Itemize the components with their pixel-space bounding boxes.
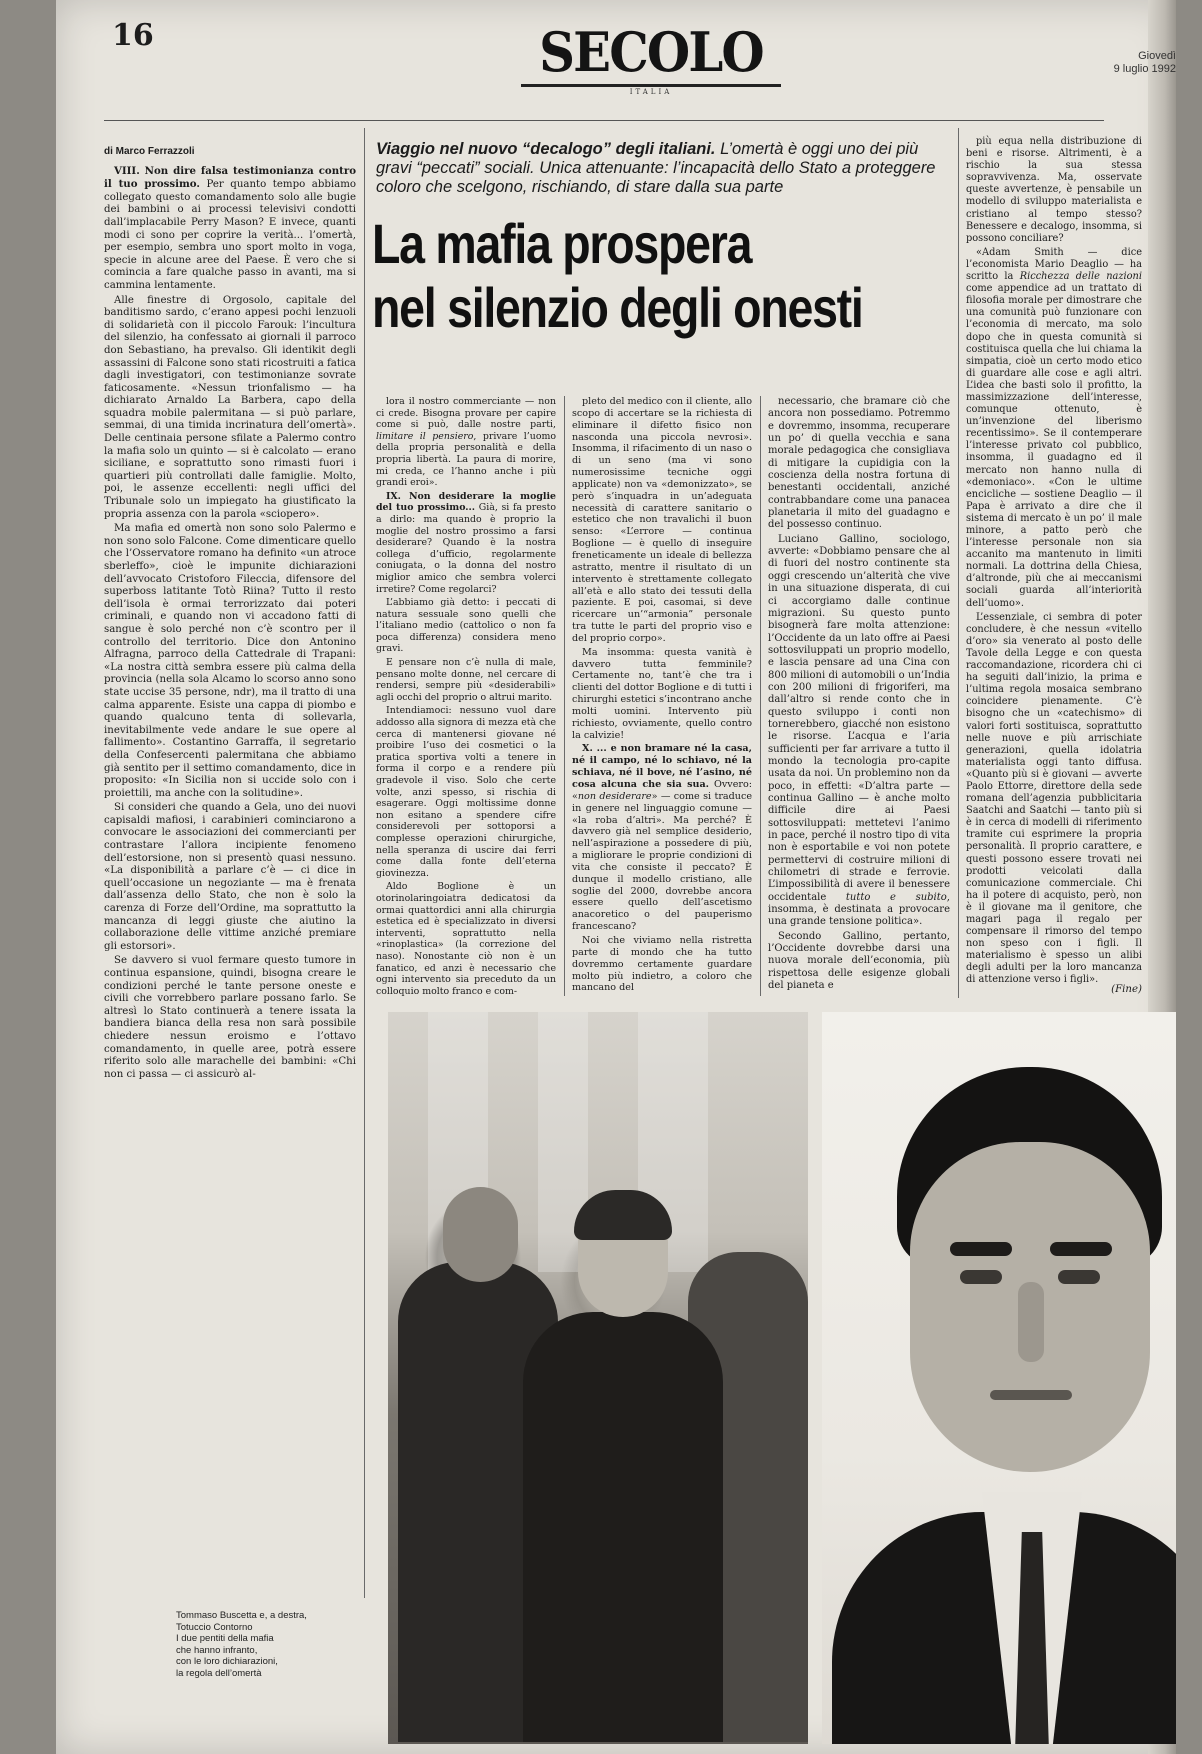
date-day: Giovedì xyxy=(1138,50,1176,62)
article-paragraph xyxy=(376,705,556,879)
caption-line: con le loro dichiarazioni, xyxy=(176,1656,278,1667)
photo-caption xyxy=(176,1610,346,1679)
paragraph-text: Per quanto tempo abbiamo collegato questo comandamento solo alle bugie dei bambini o ai processi televisivi condotti dall’implacabile Perry Mason? E invece, quanti modi ci sono per coprire la verità... l’omertà, per esempio, sembra uno sport molto in voga, specie in alcune aree del Paese. È vero che si comincia a fare qualche passo in avanti, ma si cammina lentamente. xyxy=(104,179,357,291)
article-column-4 xyxy=(768,396,950,996)
article-paragraph xyxy=(104,523,356,800)
article-column-1 xyxy=(104,146,356,1596)
paragraph-text: Già, si fa presto a dirlo: ma quando è proprio la moglie del nostro prossimo a farsi desiderare? Quando è la nostra collega d’ufficio, regolarmente coniugata, o la donna del nostro miglior amico che sembra volerci irretire? Come regolarci? xyxy=(376,502,556,595)
article-paragraph xyxy=(768,931,950,993)
article-paragraph xyxy=(376,881,556,997)
article-end xyxy=(966,980,1142,1000)
portrait-eye xyxy=(1058,1270,1100,1284)
paragraph-text: Se davvero si vuol fermare questo tumore in continua espansione, quindi, bisogna creare le condizioni perché le tante persone oneste e civili che vorrebbero parlare possano farlo. Se altresì lo Stato continuerà a tenere issata la bandiera bianca della resa non sarà possibile chiedere nessun eroismo e l’ottavo comandamento, in quelle aree, potrà essere riferito solo alle marachelle dei bambini: «Chi non ci passa — ci assicurò al- xyxy=(104,955,356,1080)
article-paragraph xyxy=(966,136,1142,245)
paragraph-text: come appendice ad un trattato di filosofia morale per dimostrare che una comunità può funzionare con l’economia di mercato, ma solo dopo che in questa comunità si costituisca quella che lui chiama la simpatia, cioè un certo modo etico di guardare alle cose e agli altri. L’idea che basti solo il profitto, la massimizzazione dell’interesse, comunque ottenuto, è un’invenzione del liberismo recentissimo». Se il contemperare l’interesse privato col pubblico, insomma, il guadagno ed il mercato non hanno nulla di «demoniaco». «Con le ultime encicliche — sostiene Deaglio — il Papa è arrivato a dire che il sistema di mercato è un po’ il male minore, a patto però che l’interesse personale non sia accanito ma mantenuto in limiti normali. La dottrina della Chiesa, d’altronde, più che ai meccanismi sociali guarda all’interiorità dell’uomo». xyxy=(966,283,1142,609)
paragraph-text: Si consideri che quando a Gela, uno dei nuovi capisaldi mafiosi, i carabinieri cominciarono a convocare le associazioni dei commercianti per contrastare l’allora incipiente fenomeno dell’estorsione, non si presentò quasi nessuno. «La disponibilità a parlare c’è — ci dice in quell’occasione un negoziante — ma è frenata dall’assenza dello Stato, che non è solo la carenza di Forze dell’Ordine, ma soprattutto la mancanza di leggi giuste che aiutino la collaborazione delle vittime anziché premiare gli estorsori». xyxy=(104,802,356,952)
article-paragraph xyxy=(572,647,752,742)
paragraph-text: Noi che viviamo nella ristretta parte di mondo che ha tutto dovremmo certamente guardare molto più indietro, a coloro che mancano del xyxy=(572,934,752,994)
article-paragraph xyxy=(104,802,356,953)
photo-figure-head xyxy=(443,1187,518,1282)
paragraph-text: , privare l’uomo della propria personalità e della propria libertà. La paura di morire, mi creda, ce l’hanno anche i più grandi eroi». xyxy=(376,430,556,489)
caption-line: Totuccio Contorno xyxy=(176,1621,253,1633)
photo-buscetta xyxy=(388,1012,808,1744)
paragraph-text: » — come si traduce in genere nel linguaggio comune — «la roba d’altri». Ma perché? È davvero già nel semplice desiderio, nell’aspirazione a possedere di più, a migliorare le proprie condizioni di vita che consiste il peccato? È dunque il modello cristiano, alle soglie del 2000, dovrebbe ancora essere quello dell’ascetismo anacoretico o del pauperismo francescano? xyxy=(572,790,753,933)
italic-text: non desiderare xyxy=(577,790,652,802)
closing-mark: (Fine) xyxy=(1111,984,1142,995)
byline: di Marco Ferrazzoli xyxy=(104,146,195,157)
paragraph-text: lora il nostro commerciante — non ci crede. Bisogna provare per capire come si può, dalle nostre parti, xyxy=(376,396,556,431)
article-paragraph xyxy=(572,743,752,933)
column-divider xyxy=(958,128,959,998)
article-paragraph xyxy=(376,491,556,595)
article-paragraph xyxy=(572,396,752,645)
masthead-subtitle: ITALIA xyxy=(629,88,673,96)
paragraph-text: Intendiamoci: nessuno vuol dare addosso alla signora di mezza età che cerca di mantenersi giovane né proibire l’uso dei cosmetici o la pratica sportiva volti a tenere in forma il corpo e a rendere più gradevole il viso. Solo che certe volte, anzi spesso, si rischia di esagerare. Oggi moltissime donne non esitano a spendere cifre considerevoli per sottoporsi a complesse operazioni chirurgiche, nella speranza di uscire dai ferri come dalla fonte dell’eterna giovinezza. xyxy=(376,705,556,879)
newspaper-page xyxy=(56,0,1176,1754)
caption-line: I due pentiti della mafia xyxy=(176,1633,274,1644)
commandment-heading: IX. Non desiderare la moglie del tuo prossimo... xyxy=(376,490,556,514)
article-paragraph xyxy=(104,165,356,293)
article-paragraph xyxy=(104,955,356,1081)
portrait-brow xyxy=(950,1242,1012,1256)
portrait-nose xyxy=(1018,1282,1044,1362)
italic-text: limitare il pensiero xyxy=(376,430,474,442)
top-rule xyxy=(104,120,1104,121)
article-paragraph xyxy=(572,935,752,994)
caption-line: la regola dell’omertà xyxy=(176,1667,262,1679)
article-paragraph xyxy=(966,247,1142,610)
paragraph-text: Alle finestre di Orgosolo, capitale del banditismo sardo, c’erano appesi pochi lenzuoli di solidarietà con il piccolo Farouk: l’incultura del silenzio, ha confessato ai giornali il parroco don Sebastiano, ha prevalso. Gli identikit degli assassini di Falcone sono stati ricostruiti a fatica dagli investigatori, con testimonianze sovrate faticosamente. «Nessun trionfalismo — ha dichiarato Arnaldo La Barbera, capo della squadra mobile palermitana — si può parlare, semmai, di una timida incrinatura dell’omertà». Delle centinaia persone sfilate a Palermo contro la mafia solo un quinto — si è calcolato — erano siciliane, e soprattutto sono rimasti fuori i quartieri più controllati dalle famiglie. Molto, poi, le assenze eccellenti: negli uffici del Tribunale solo un impiegato ha giustificato la propria assenza con la parola «sciopero». xyxy=(104,294,356,520)
paragraph-text: , insomma, è destinata a provocare una grande tensione politica». xyxy=(768,891,950,928)
masthead xyxy=(521,22,781,96)
article-column-2 xyxy=(376,396,556,996)
photo-figure xyxy=(523,1312,723,1742)
article-paragraph xyxy=(768,396,950,532)
article-paragraph xyxy=(768,534,950,929)
portrait-eye xyxy=(960,1270,1002,1284)
headline-line-1: La mafia prospera xyxy=(372,212,752,275)
column-divider xyxy=(760,396,761,996)
column-divider xyxy=(364,128,365,1598)
headline-line-2: nel silenzio degli onesti xyxy=(372,276,863,339)
article-paragraph xyxy=(966,612,1142,987)
article-paragraph xyxy=(104,295,356,522)
kicker xyxy=(376,140,936,197)
photo-contorno xyxy=(822,1012,1176,1744)
column-divider xyxy=(564,396,565,996)
paragraph-text: Aldo Boglione è un otorinolaringoiatra dedicatosi da ormai quattordici anni alla chirurgia estetica ed è specializzato in diversi interventi, soprattutto nella «rinoplastica» (la correzione del naso). Nonostante ciò non è un fanatico, ed anzi è necessario che ogni intervento sia preceduto da un colloquio molto franco e com- xyxy=(376,881,556,997)
dateline xyxy=(1086,50,1176,76)
italic-text: Ricchezza delle nazioni xyxy=(1019,271,1142,283)
portrait-mouth xyxy=(990,1390,1072,1400)
paragraph-text: Ma mafia ed omertà non sono solo Palermo e non sono solo Falcone. Come dimenticare quello che l’Osservatore romano ha definito «un atroce sberleffo», cioè le impunite dichiarazioni dell’avvocato Cristoforo Fileccia, difensore del superboss latitante Totò Riina? Tutto il resto dell’isola è ormai terrorizzato dai poteri criminali, e quando non vi accadono fatti di sangue è solo perché non c’è scontro per il controllo del territorio. Dice don Antonino Alfragna, parroco della Cattedrale di Trapani: «La nostra città sembra essere più calma della provincia (nella sola Alcamo lo scorso anno sono state uccise 35 persone, ndr), ma il tratto di una calma apparente. Esiste una cappa di piombo e quando qualcuno tenta di sollevarla, inevitabilmente vede andare le sue opere al fallimento». Costantino Garraffa, il segretario della Confesercenti palermitana che abbiamo già sentito per il settimo comandamento, dice in proposito: «In Sicilia non si uccide solo con i proiettili, ma anche con la solitudine». xyxy=(104,523,356,799)
paragraph-text: L’abbiamo già detto: i peccati di natura sessuale sono quelli che l’italiano medio (cattolico o non fa poca differenza) considera meno gravi. xyxy=(376,597,556,655)
portrait-brow xyxy=(1050,1242,1112,1256)
paragraph-text: Secondo Gallino, pertanto, l’Occidente dovrebbe darsi una nuova morale dell’economia, più rispettosa delle esigenze globali del pianeta e xyxy=(768,930,950,992)
paragraph-text: E pensare non c’è nulla di male, pensano molte donne, nel cercare di rendersi, sempre più «desiderabili» agli occhi del proprio o altrui marito. xyxy=(376,657,556,703)
kicker-bold: Viaggio nel nuovo “decalogo” degli italiani. xyxy=(376,140,716,158)
article-column-3 xyxy=(572,396,752,996)
italic-text: tutto e subito xyxy=(845,891,947,903)
paragraph-text: «Adam Smith — dice l’economista Mario Deaglio — ha scritto la xyxy=(966,246,1142,283)
date: 9 luglio 1992 xyxy=(1113,63,1176,75)
paragraph-text: pleto del medico con il cliente, allo scopo di accertare se la richiesta di eliminare il difetto fisico non nasconda una piccola nevrosi». Insomma, il rifacimento di un naso o di un seno (ma vi sono numerosissime tecniche oggi applicate) non va «demonizzato», se però s’inquadra in un’adeguata necessità di carattere sanitario o estetico che non travalichi il buon senso: «L’errore — continua Boglione — è quello di inseguire freneticamente un ideale di bellezza astratto, mentre il risultato di un intervento è strettamente collegato all’età e allo stato dei tessuti della paziente. E poi, casomai, si deve ricercare un’“armonia” personale tra tutte le parti del proprio viso e del proprio corpo». xyxy=(572,396,752,644)
paragraph-text: più equa nella distribuzione di beni e risorse. Altrimenti, è a rischio la sua stessa sopravvivenza. Ma, osservate queste avvertenze, è pensabile un modello di sviluppo materialista e cristiano al tempo stesso? Benessere e decalogo, insomma, si possono conciliare? xyxy=(966,136,1142,244)
commandment-heading: VIII. Non dire falsa testimonianza contro il tuo prossimo. xyxy=(104,164,356,191)
commandment-heading: X. ... e non bramare né la casa, né il campo, né lo schiavo, né la schiava, né il bove, né l’asino, né cosa alcuna che sia sua. xyxy=(572,743,752,790)
masthead-rule xyxy=(521,84,781,87)
article-column-5 xyxy=(966,136,1142,986)
paragraph-text: Ovvero: « xyxy=(572,779,752,802)
paragraph-text: Luciano Gallino, sociologo, avverte: «Dobbiamo pensare che al di fuori del nostro continente sta oggi crescendo un’alterità che vive in una situazione disperata, di cui ci accorgiamo dalle continue migrazioni. Su questo punto bisognerà fare molta attenzione: l’Occidente da un lato offre ai Paesi sottosviluppati un proprio modello, e lascia pensare ad una Cina con 800 milioni di automobili o un’India con 200 milioni di frigoriferi, ma dall’altro si rende conto che in questo sviluppo i conti non tornerebbero, giacché non esistono le risorse. L’acqua e l’aria sufficienti per far arrivare a tutto il mondo la tecnologia pro-capite usata da noi. Un problemino non da poco, in effetti: «D’altra parte — continua Gallino — è anche molto difficile dire ai Paesi sottosviluppati: mettetevi l’animo in pace, perché il nostro tipo di vita non è esportabile e voi non potete permettervi di costruire milioni di chilometri di strade e ferrovie. L’impossibilità di avere il benessere occidentale xyxy=(768,533,950,903)
paragraph-text: L’essenziale, ci sembra di poter concludere, è che nessun «vitello d’oro» sia venerato al posto delle Tavole della Legge e con questa raccomandazione, ricordera chi ci ha seguiti dall’inizio, la prima e l’ultima regola mosaica sembrano coincidere pienamente. C’è bisogno che un «catechismo» di valori forti sostituisca, soprattutto nelle nuove e più arrischiate generazioni, quella idolatria materialista oggi tanto diffusa. «Quanto più si è giovani — avverte Paolo Ettorre, direttore della sede romana dell’agenzia pubblicitaria Saatchi and Saatchi — tanto più si è in cerca di modelli di riferimento tramite cui esprimere la propria personalità. Il proprio carattere, e questi possono essere trovati nei prodotti veicolati dalla comunicazione commerciale. Chi ha il potere di acquisto, però, non è il giovane ma il genitore, che magari paga il regalo per compensare il rimorso del tempo non speso con i figli. Il materialismo è spesso un alibi degli adulti per la loro mancanza di attenzione verso i figli». xyxy=(966,611,1142,986)
article-paragraph xyxy=(376,657,556,703)
paragraph-text: necessario, che bramare ciò che ancora non possediamo. Potremmo e dovremmo, insomma, recuperare un po’ di quella vecchia e sana morale pedagogica che consigliava di mitigare la cupidigia con la coscienza della nostra fortuna di benestanti occidentali, anziché contrabbandare come una panacea planetaria il mito del guadagno e del possesso continuo. xyxy=(768,396,950,531)
kicker-text: L’omertà è oggi uno dei più gravi “peccati” sociali. Unica attenuante: l’incapacità dello Stato a proteggere coloro che scelgono, rischiando, di stare dalla sua parte xyxy=(376,140,936,196)
headline xyxy=(372,212,1032,340)
caption-line: che hanno infranto, xyxy=(176,1644,258,1656)
page-number: 16 xyxy=(112,18,154,53)
caption-line: Tommaso Buscetta e, a destra, xyxy=(176,1610,307,1621)
article-paragraph xyxy=(376,597,556,655)
masthead-title: SECOLO xyxy=(539,20,763,84)
paragraph-text: Ma insomma: questa vanità è davvero tutta femminile? Certamente no, tant’è che tra i clienti del dottor Boglione e di tutti i chirurghi estetici s’incontrano anche molti uomini. Intervento più richiesto, ovviamente, quello contro la calvizie! xyxy=(572,646,752,741)
article-paragraph xyxy=(376,396,556,489)
